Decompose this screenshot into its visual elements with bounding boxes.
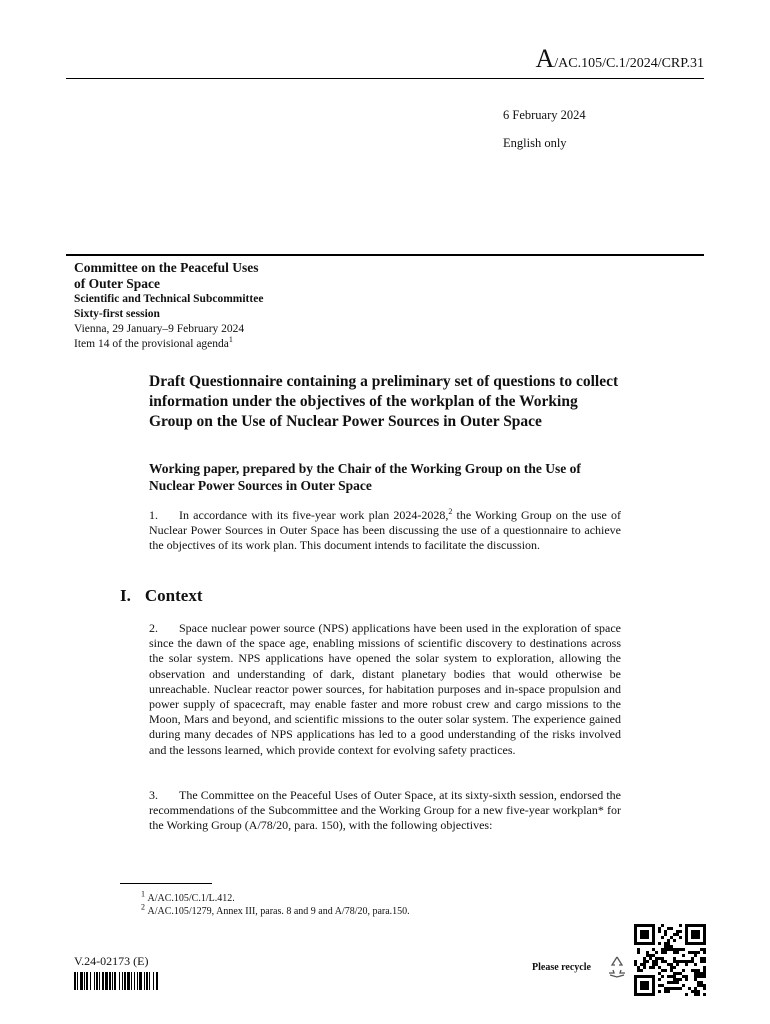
footnote-number: 1 <box>141 889 145 899</box>
footnote-2 <box>141 902 410 918</box>
session-place-dates: Vienna, 29 January–9 February 2024 <box>74 323 245 335</box>
session-label: Sixty-first session <box>74 308 160 320</box>
agenda-item <box>74 337 233 352</box>
footnote-text: A/AC.105/1279, Annex III, paras. 8 and 9 and A/78/20, para.150. <box>147 906 410 917</box>
document-language: English only <box>503 136 567 150</box>
committee-name <box>74 260 258 292</box>
document-subtitle: Working paper, prepared by the Chair of the Working Group on the Use of Nuclear Power Sources in Outer Space <box>149 461 581 493</box>
recycle-label: Please recycle <box>532 962 591 973</box>
section-title: Context <box>144 586 203 605</box>
section-number: I. <box>120 586 131 605</box>
paragraph-2-text: Space nuclear power source (NPS) applications have been used in the exploration of space since the dawn of the space age, enabling missions of scientific discovery to destinations across the solar system. NPS applications have opened the solar system to exploration, allowing the observation and understanding of dark, distant planetary bodies that would otherwise be unreachable. Nuclear reactor power sources, for habitation purposes and in-space propulsion and power supply of spacecraft, may enable faster and more robust crew and cargo missions to the Moon, Mars and beyond, and scientific missions to the outer solar system. The experience gained during many decades of NPS applications has led to a good understanding of the risks involved and the lessons learned, which provide context for evolving safety practices. <box>149 621 621 757</box>
paragraph-1-before: In accordance with its five-year work plan 2024-2028, <box>179 508 449 522</box>
footnote-number: 2 <box>141 902 145 912</box>
document-symbol-prefix: A <box>535 44 555 73</box>
paragraph-1-after: the Working Group on the use of Nuclear Power Sources in Outer Space has been discussing the use of a questionnaire to achieve the objectives of its work plan. This document intends to facilitate the discussion. <box>149 508 621 553</box>
section-heading <box>120 586 202 606</box>
document-date: 6 February 2024 <box>503 108 586 122</box>
footnote-separator <box>120 883 212 884</box>
paragraph-number: 3. <box>149 788 158 802</box>
paragraph-number: 2. <box>149 621 158 635</box>
paragraph-3-text: The Committee on the Peaceful Uses of Outer Space, at its sixty-sixth session, endorsed the recommendations of the Subcommittee and the Working Group for a new five-year workplan* for the Working Group (A/78/20, para. 150), with the following objectives: <box>149 788 621 833</box>
paragraph-1 <box>149 508 621 554</box>
committee-name-line2: of Outer Space <box>74 276 160 291</box>
paragraph-number: 1. <box>149 508 158 522</box>
committee-name-line1: Committee on the Peaceful Uses <box>74 260 259 275</box>
footnote-1 <box>141 889 235 905</box>
committee-rule <box>66 254 704 256</box>
footnote-ref-1[interactable]: 1 <box>228 335 233 345</box>
footnote-text: A/AC.105/C.1/L.412. <box>147 893 235 904</box>
qr-code-icon <box>634 924 706 996</box>
document-title: Draft Questionnaire containing a preliminary set of questions to collect information under the objectives of the workplan of the Working Group on the Use of Nuclear Power Sources in Outer Space <box>149 373 619 430</box>
paragraph-3 <box>149 788 621 834</box>
document-symbol-rest: /AC.105/C.1/2024/CRP.31 <box>554 56 704 71</box>
footnote-ref-2[interactable]: 2 <box>448 507 453 516</box>
barcode-image <box>74 972 206 990</box>
header-rule <box>66 78 704 79</box>
job-number: V.24-02173 (E) <box>74 954 149 968</box>
recycle-icon <box>604 954 630 980</box>
document-symbol <box>535 46 704 72</box>
paragraph-2 <box>149 621 621 758</box>
agenda-item-text: Item 14 of the provisional agenda <box>74 338 229 350</box>
subcommittee-name: Scientific and Technical Subcommittee <box>74 293 264 305</box>
